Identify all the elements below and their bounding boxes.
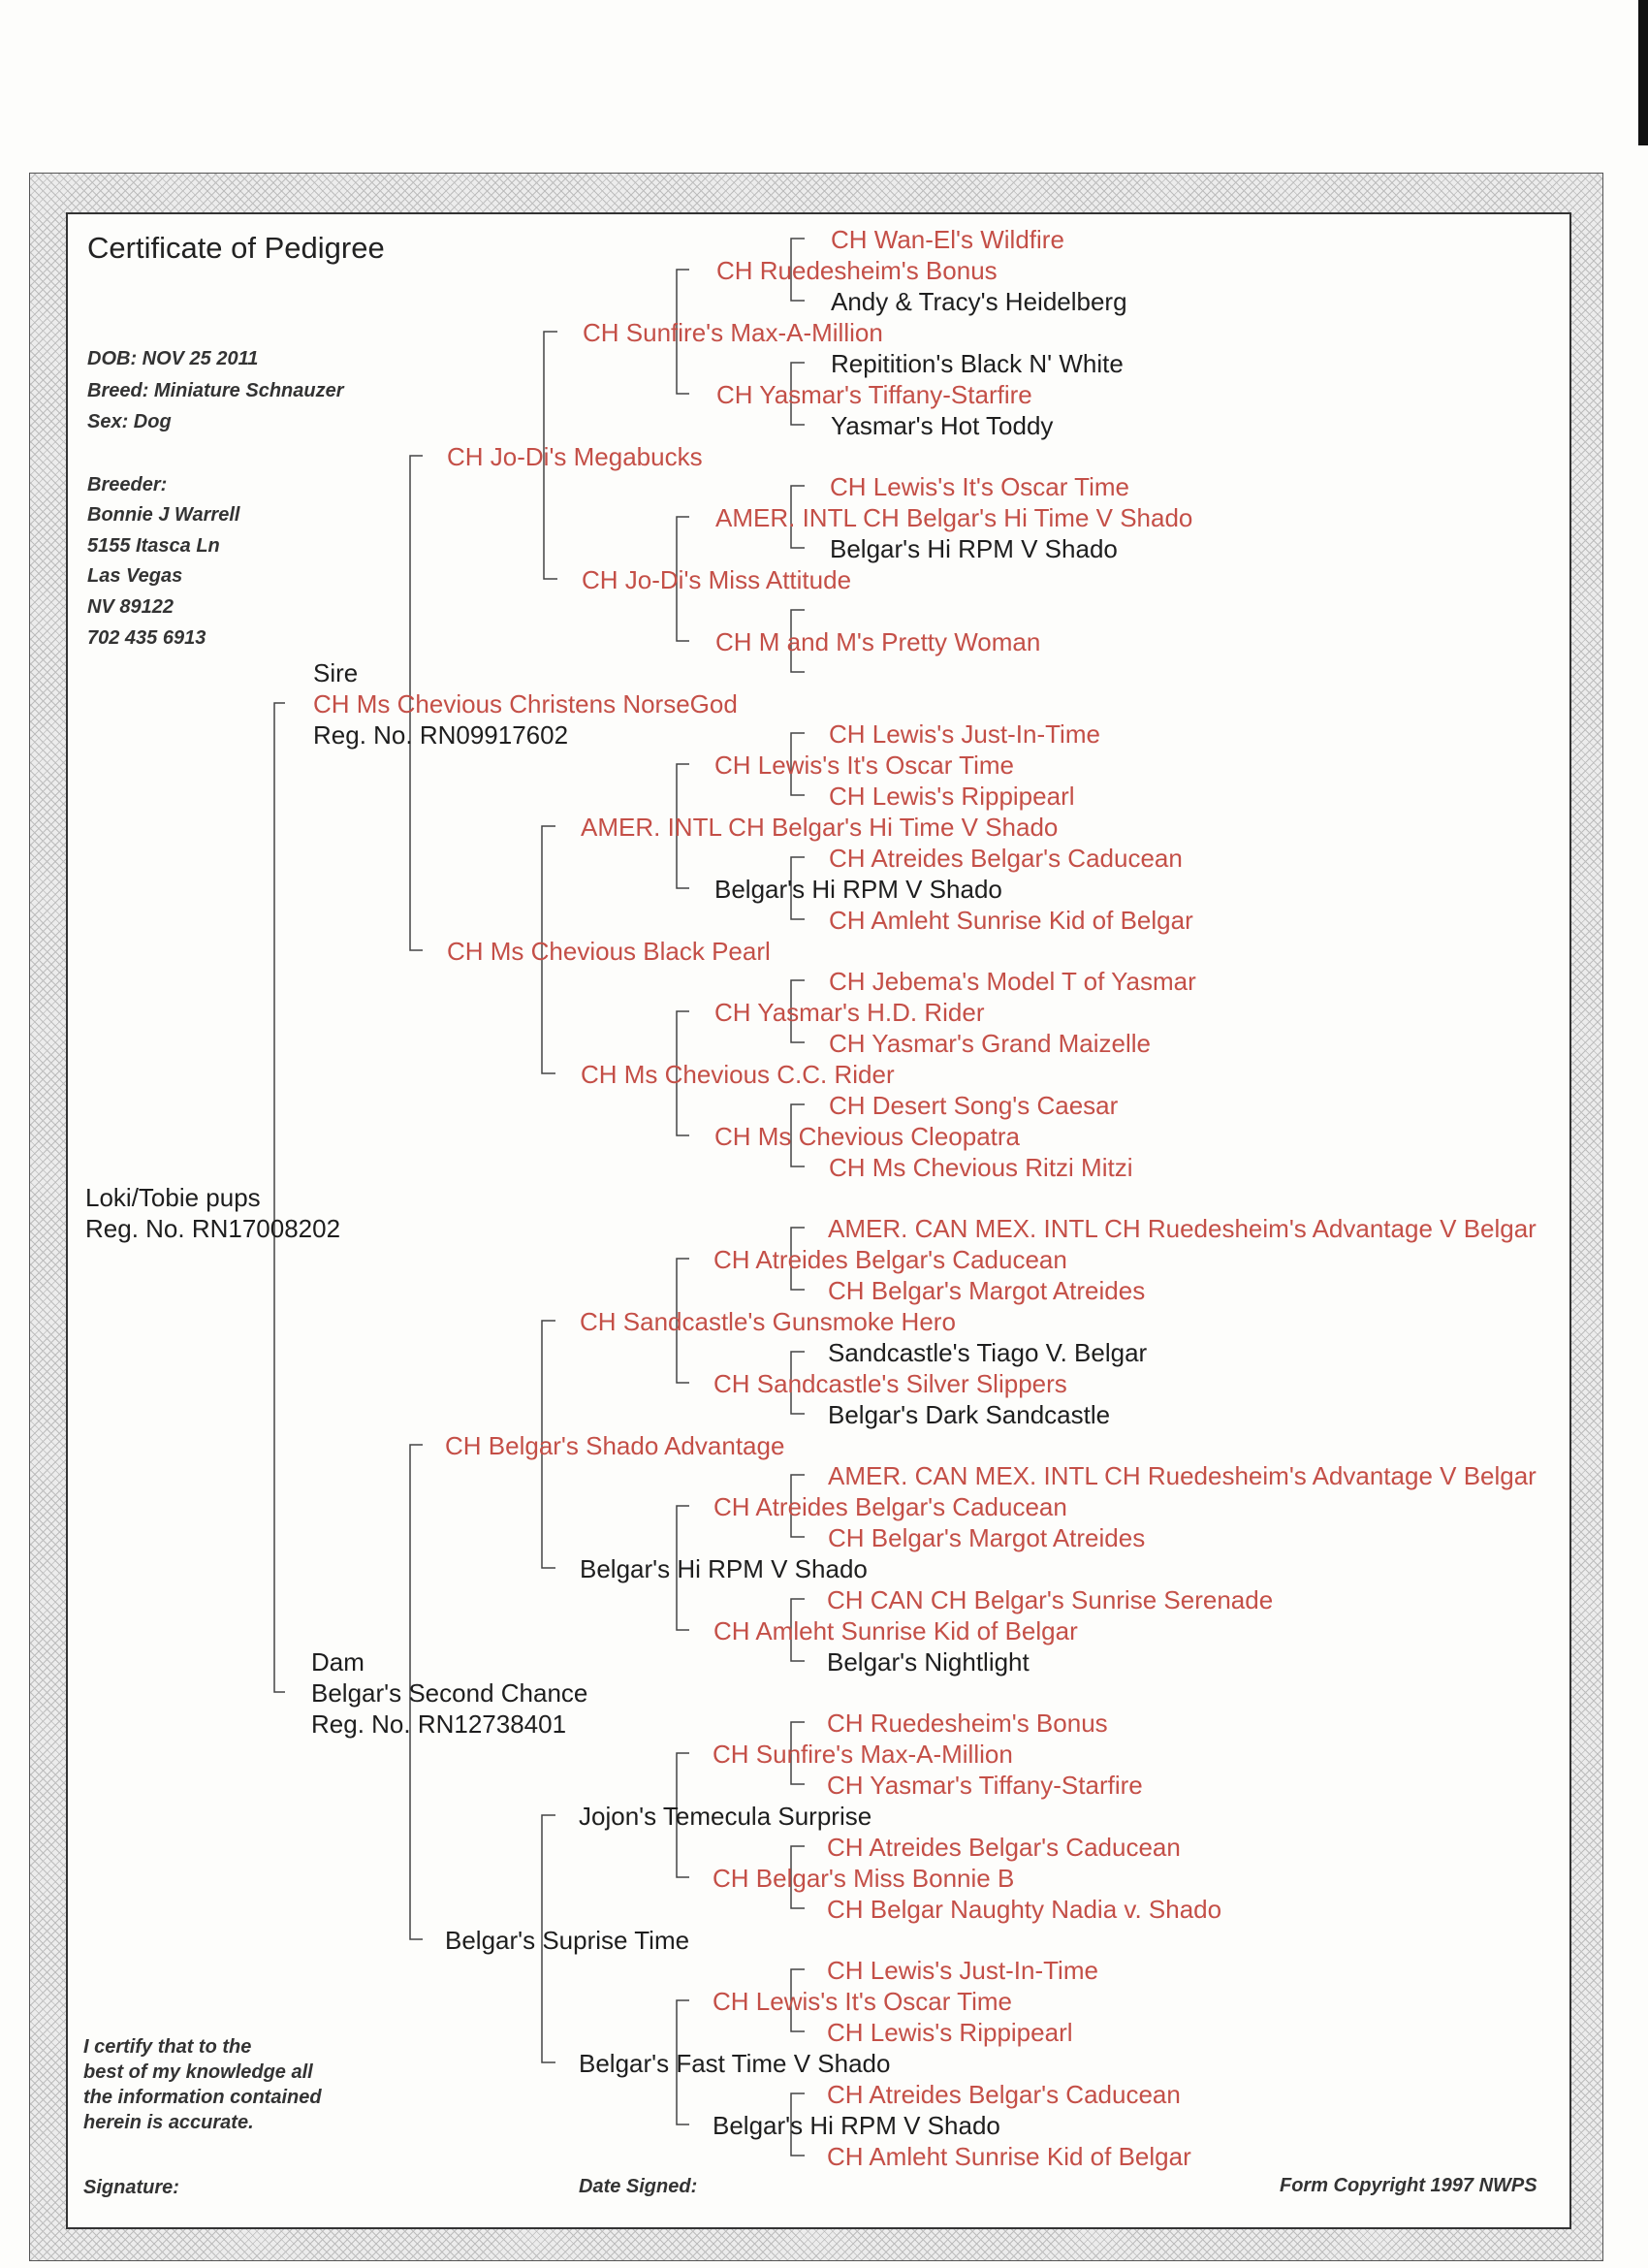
gen5-ancestor: CH Ruedesheim's Bonus [827, 1709, 1108, 1738]
page-title: Certificate of Pedigree [87, 231, 385, 265]
gen2-ancestor: Belgar's Suprise Time [445, 1926, 690, 1955]
gen4-ancestor: CH Amleht Sunrise Kid of Belgar [713, 1616, 1078, 1645]
gen5-ancestor: CH Yasmar's Grand Maizelle [829, 1029, 1151, 1058]
gen5-ancestor: CH Amleht Sunrise Kid of Belgar [827, 2142, 1191, 2171]
subject-name: Loki/Tobie pups [85, 1183, 261, 1212]
gen5-ancestor: CH Lewis's Rippipearl [829, 782, 1075, 811]
date-signed-label: Date Signed: [579, 2176, 698, 2197]
gen5-ancestor: CH Yasmar's Tiffany-Starfire [827, 1771, 1143, 1800]
gen3-ancestor: CH Sandcastle's Gunsmoke Hero [580, 1307, 956, 1336]
gen4-ancestor: CH Atreides Belgar's Caducean [713, 1492, 1067, 1521]
gen4-ancestor: CH M and M's Pretty Woman [715, 627, 1041, 656]
gen3-ancestor: CH Sunfire's Max-A-Million [583, 318, 883, 347]
gen4-ancestor: CH Ms Chevious Cleopatra [714, 1122, 1021, 1151]
gen5-ancestor: AMER. CAN MEX. INTL CH Ruedesheim's Advantage V Belgar [828, 1214, 1537, 1243]
breeder-street: 5155 Itasca Ln [87, 535, 220, 557]
gen5-ancestor: CH Atreides Belgar's Caducean [827, 2080, 1181, 2109]
breeder-name: Bonnie J Warrell [87, 504, 240, 526]
gen5-ancestor: CH Belgar's Margot Atreides [828, 1276, 1146, 1305]
gen3-ancestor: AMER. INTL CH Belgar's Hi Time V Shado [581, 813, 1059, 842]
gen5-ancestor: CH Atreides Belgar's Caducean [827, 1833, 1181, 1862]
signature-label: Signature: [83, 2177, 179, 2198]
breeder-state-zip: NV 89122 [87, 596, 174, 618]
gen5-ancestor: Belgar's Dark Sandcastle [828, 1400, 1111, 1429]
breeder-phone: 702 435 6913 [87, 627, 206, 649]
gen5-ancestor: CH CAN CH Belgar's Sunrise Serenade [827, 1585, 1274, 1614]
gen4-ancestor: CH Sandcastle's Silver Slippers [713, 1369, 1067, 1398]
gen4-ancestor: CH Sunfire's Max-A-Million [713, 1740, 1013, 1769]
gen2-ancestor: CH Ms Chevious Black Pearl [447, 937, 771, 966]
gen5-ancestor: CH Belgar Naughty Nadia v. Shado [827, 1895, 1222, 1924]
gen5-ancestor: Sandcastle's Tiago V. Belgar [828, 1338, 1148, 1367]
gen4-ancestor: CH Yasmar's Tiffany-Starfire [716, 380, 1032, 409]
dam-heading: Dam [311, 1647, 364, 1677]
gen5-ancestor: CH Lewis's Rippipearl [827, 2018, 1073, 2047]
gen5-ancestor: CH Lewis's Just-In-Time [827, 1956, 1098, 1985]
breed: Breed: Miniature Schnauzer [87, 380, 344, 401]
breeder-city: Las Vegas [87, 565, 183, 587]
gen4-ancestor: Belgar's Hi RPM V Shado [713, 2111, 1000, 2140]
gen5-ancestor: CH Belgar's Margot Atreides [828, 1523, 1146, 1552]
gen5-ancestor: CH Desert Song's Caesar [829, 1091, 1119, 1120]
dam-name: Belgar's Second Chance [311, 1678, 588, 1708]
gen5-ancestor: Belgar's Nightlight [827, 1647, 1030, 1677]
gen4-ancestor: CH Yasmar's H.D. Rider [714, 998, 985, 1027]
certification-line: best of my knowledge all [83, 2061, 313, 2083]
gen5-ancestor: CH Jebema's Model T of Yasmar [829, 967, 1196, 996]
gen5-ancestor: CH Lewis's It's Oscar Time [830, 472, 1129, 501]
sex: Sex: Dog [87, 411, 172, 432]
gen5-ancestor: CH Atreides Belgar's Caducean [829, 844, 1183, 873]
gen3-ancestor: CH Ms Chevious C.C. Rider [581, 1060, 895, 1089]
gen5-ancestor: Repitition's Black N' White [831, 349, 1124, 378]
gen4-ancestor: CH Lewis's It's Oscar Time [713, 1987, 1012, 2016]
form-copyright: Form Copyright 1997 NWPS [1280, 2175, 1537, 2196]
gen3-ancestor: CH Jo-Di's Miss Attitude [582, 565, 852, 594]
certification-line: I certify that to the [83, 2036, 252, 2058]
gen5-ancestor: Yasmar's Hot Toddy [831, 411, 1054, 440]
sire-name: CH Ms Chevious Christens NorseGod [313, 689, 738, 719]
subject-reg: Reg. No. RN17008202 [85, 1214, 341, 1243]
gen4-ancestor: AMER. INTL CH Belgar's Hi Time V Shado [715, 503, 1193, 532]
gen5-ancestor: CH Lewis's Just-In-Time [829, 719, 1100, 749]
sire-heading: Sire [313, 658, 359, 687]
gen4-ancestor: CH Belgar's Miss Bonnie B [713, 1864, 1015, 1893]
dob: DOB: NOV 25 2011 [87, 348, 259, 369]
gen5-ancestor: AMER. CAN MEX. INTL CH Ruedesheim's Advantage V Belgar [828, 1461, 1537, 1490]
gen2-ancestor: CH Jo-Di's Megabucks [447, 442, 703, 471]
gen5-ancestor: CH Ms Chevious Ritzi Mitzi [829, 1153, 1133, 1182]
gen5-ancestor: Andy & Tracy's Heidelberg [831, 287, 1127, 316]
gen4-ancestor: CH Ruedesheim's Bonus [716, 256, 998, 285]
gen4-ancestor: CH Atreides Belgar's Caducean [713, 1245, 1067, 1274]
gen4-ancestor: Belgar's Hi RPM V Shado [714, 875, 1002, 904]
gen3-ancestor: Belgar's Hi RPM V Shado [580, 1554, 868, 1583]
gen3-ancestor: Jojon's Temecula Surprise [579, 1802, 872, 1831]
gen3-ancestor: Belgar's Fast Time V Shado [579, 2049, 891, 2078]
dam-reg: Reg. No. RN12738401 [311, 1709, 567, 1739]
gen2-ancestor: CH Belgar's Shado Advantage [445, 1431, 785, 1460]
gen5-ancestor: CH Wan-El's Wildfire [831, 225, 1064, 254]
certification-statement [83, 2034, 322, 2135]
certification-line: herein is accurate. [83, 2112, 254, 2133]
gen4-ancestor: CH Lewis's It's Oscar Time [714, 751, 1014, 780]
breeder-heading: Breeder: [87, 474, 168, 495]
gen5-ancestor: CH Amleht Sunrise Kid of Belgar [829, 906, 1193, 935]
sire-reg: Reg. No. RN09917602 [313, 720, 569, 750]
certification-line: the information contained [83, 2087, 322, 2108]
gen5-ancestor: Belgar's Hi RPM V Shado [830, 534, 1118, 563]
